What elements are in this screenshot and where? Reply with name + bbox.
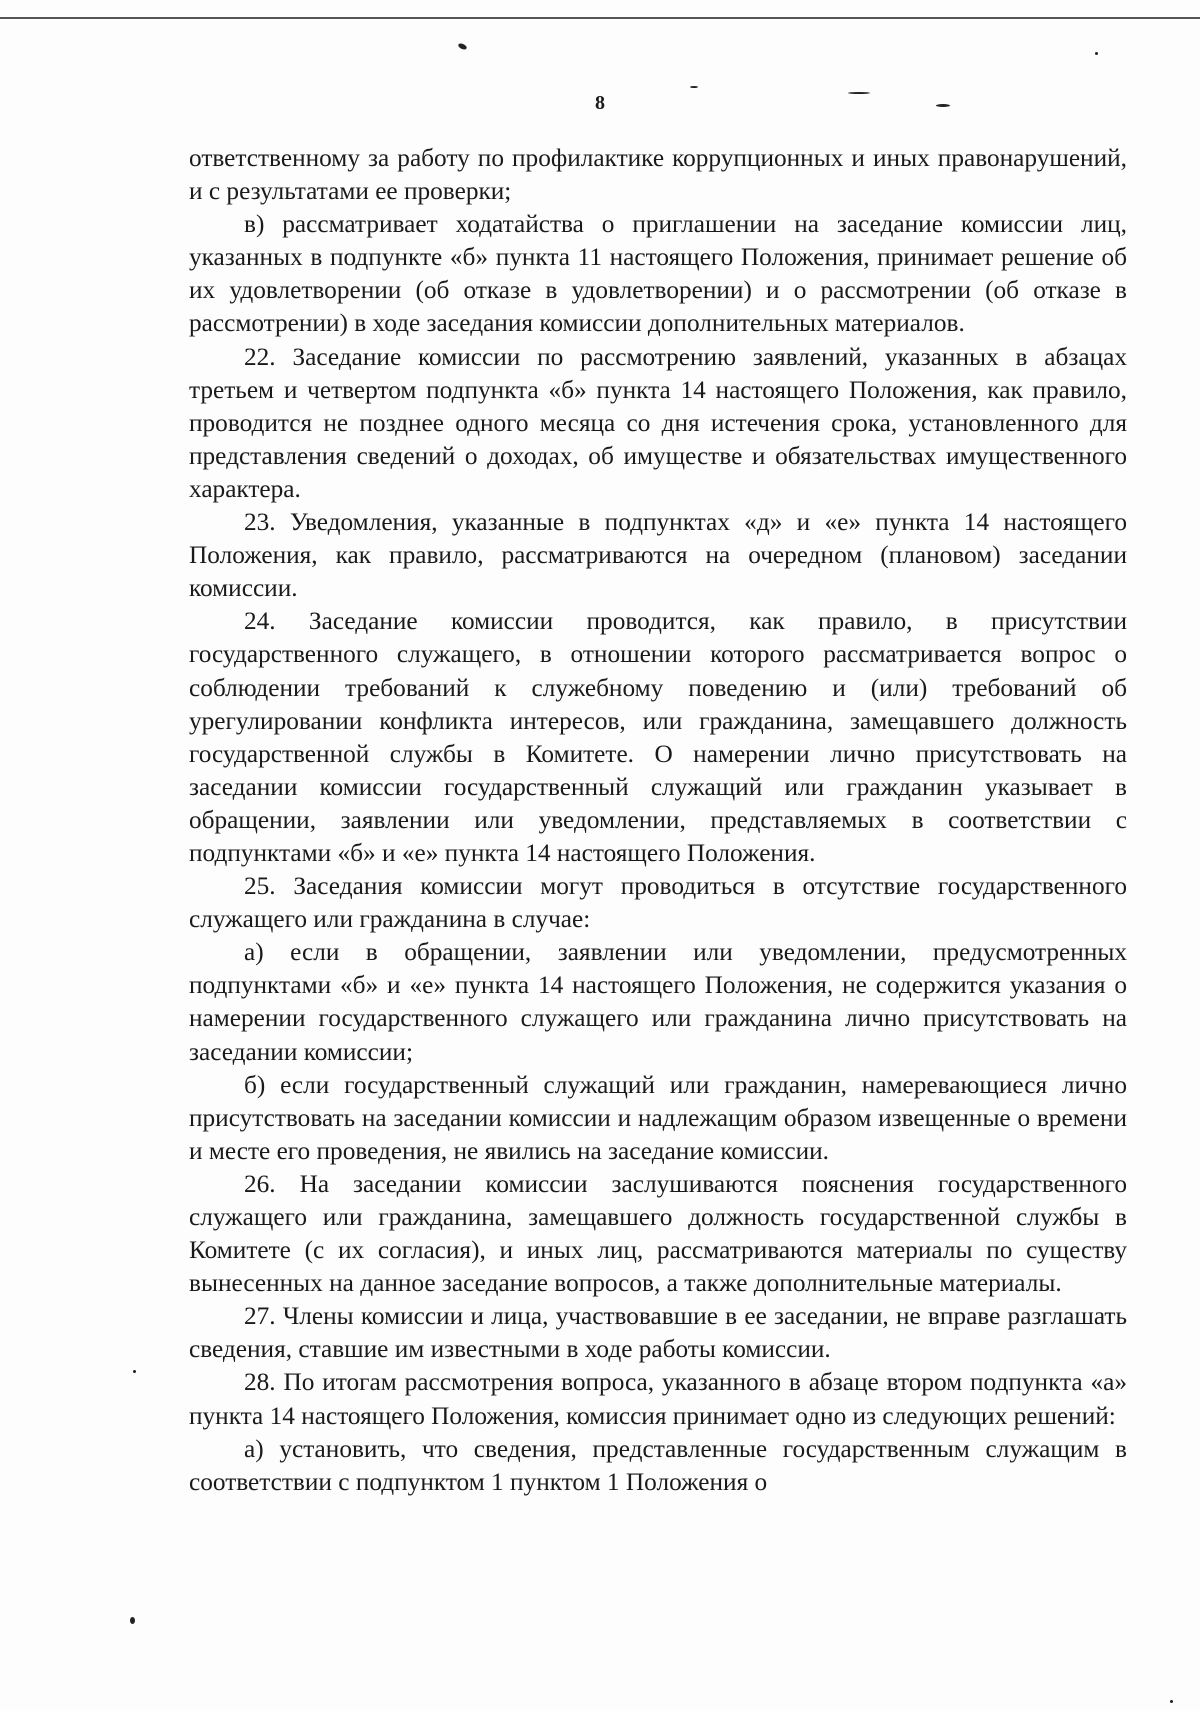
paragraph-24: 24. Заседание комиссии проводится, как правило, в присутствии государственного служащего, в отношении которого рассматривается вопрос о соблюдении требований к служебному поведению и (или) требований об урегулировании конфликта интересов, или гражданина, замещавшего должность государственной службы в Комитете. О намерении лично присутствовать на заседании комиссии государственный служащий или гражданин указывает в обращении, заявлении или уведомлении, представляемых в соответствии с подпунктами «б» и «е» пункта 14 настоящего Положения.	[189, 607, 1127, 867]
paragraph-21-v: в) рассматривает ходатайства о приглашении на заседание комиссии лиц, указанных в подпункте «б» пункта 11 настоящего Положения, принимает решение об их удовлетворении (об отказе в удовлетворении) и о рассмотрении (об отказе в рассмотрении) в ходе заседания комиссии дополнительных материалов.	[189, 210, 1127, 338]
paragraph-28: 28. По итогам рассмотрения вопроса, указанного в абзаце втором подпункта «а» пункта 14 настоящего Положения, комиссия принимает одно из следующих решений:	[189, 1368, 1127, 1430]
paragraph-23: 23. Уведомления, указанные в подпунктах «д» и «е» пункта 14 настоящего Положения, как правило, рассматриваются на очередном (плановом) заседании комиссии.	[189, 508, 1127, 603]
document-body	[189, 142, 1127, 1499]
scan-speck	[133, 1370, 136, 1373]
scan-speck	[130, 1617, 135, 1624]
top-border-line	[0, 17, 1200, 19]
scan-speck	[457, 42, 467, 50]
paragraph-26: 26. На заседании комиссии заслушиваются пояснения государственного служащего или гражданина, замещавшего должность государственной службы в Комитете (с их согласия), и иных лиц, рассматриваются материалы по существу вынесенных на данное заседание вопросов, а также дополнительные материалы.	[189, 1169, 1127, 1298]
paragraph-22: 22. Заседание комиссии по рассмотрению заявлений, указанных в абзацах третьем и четвертом подпункта «б» пункта 14 настоящего Положения, как правило, проводится не позднее одного месяца со дня истечения срока, установленного для представления сведений о доходах, об имуществе и обязательствах имущественного характера.	[189, 342, 1127, 503]
scan-speck	[1170, 1700, 1173, 1703]
paragraph-25: 25. Заседания комиссии могут проводиться в отсутствие государственного служащего или гражданина в случае:	[189, 872, 1127, 934]
paragraph-continuation: ответственному за работу по профилактике коррупционных и иных правонарушений, и с результатами ее проверки;	[189, 144, 1127, 206]
scan-speck	[690, 86, 698, 88]
page-number: 8	[595, 92, 605, 114]
paragraph-28-a: а) установить, что сведения, представленные государственным служащим в соответствии с подпунктом 1 пунктом 1 Положения о	[189, 1434, 1127, 1496]
paragraph-25-b: б) если государственный служащий или гражданин, намеревающиеся лично присутствовать на заседании комиссии и надлежащим образом извещенные о времени и месте его проведения, не явились на заседание комиссии.	[189, 1070, 1127, 1165]
scan-speck	[1095, 52, 1098, 55]
paragraph-27: 27. Члены комиссии и лица, участвовавшие в ее заседании, не вправе разглашать сведения, ставшие им известными в ходе работы комиссии.	[189, 1302, 1127, 1364]
paragraph-25-a: а) если в обращении, заявлении или уведомлении, предусмотренных подпунктами «б» и «е» пункта 14 настоящего Положения, не содержится указания о намерении государственного служащего или гражданина лично присутствовать на заседании комиссии;	[189, 938, 1127, 1066]
